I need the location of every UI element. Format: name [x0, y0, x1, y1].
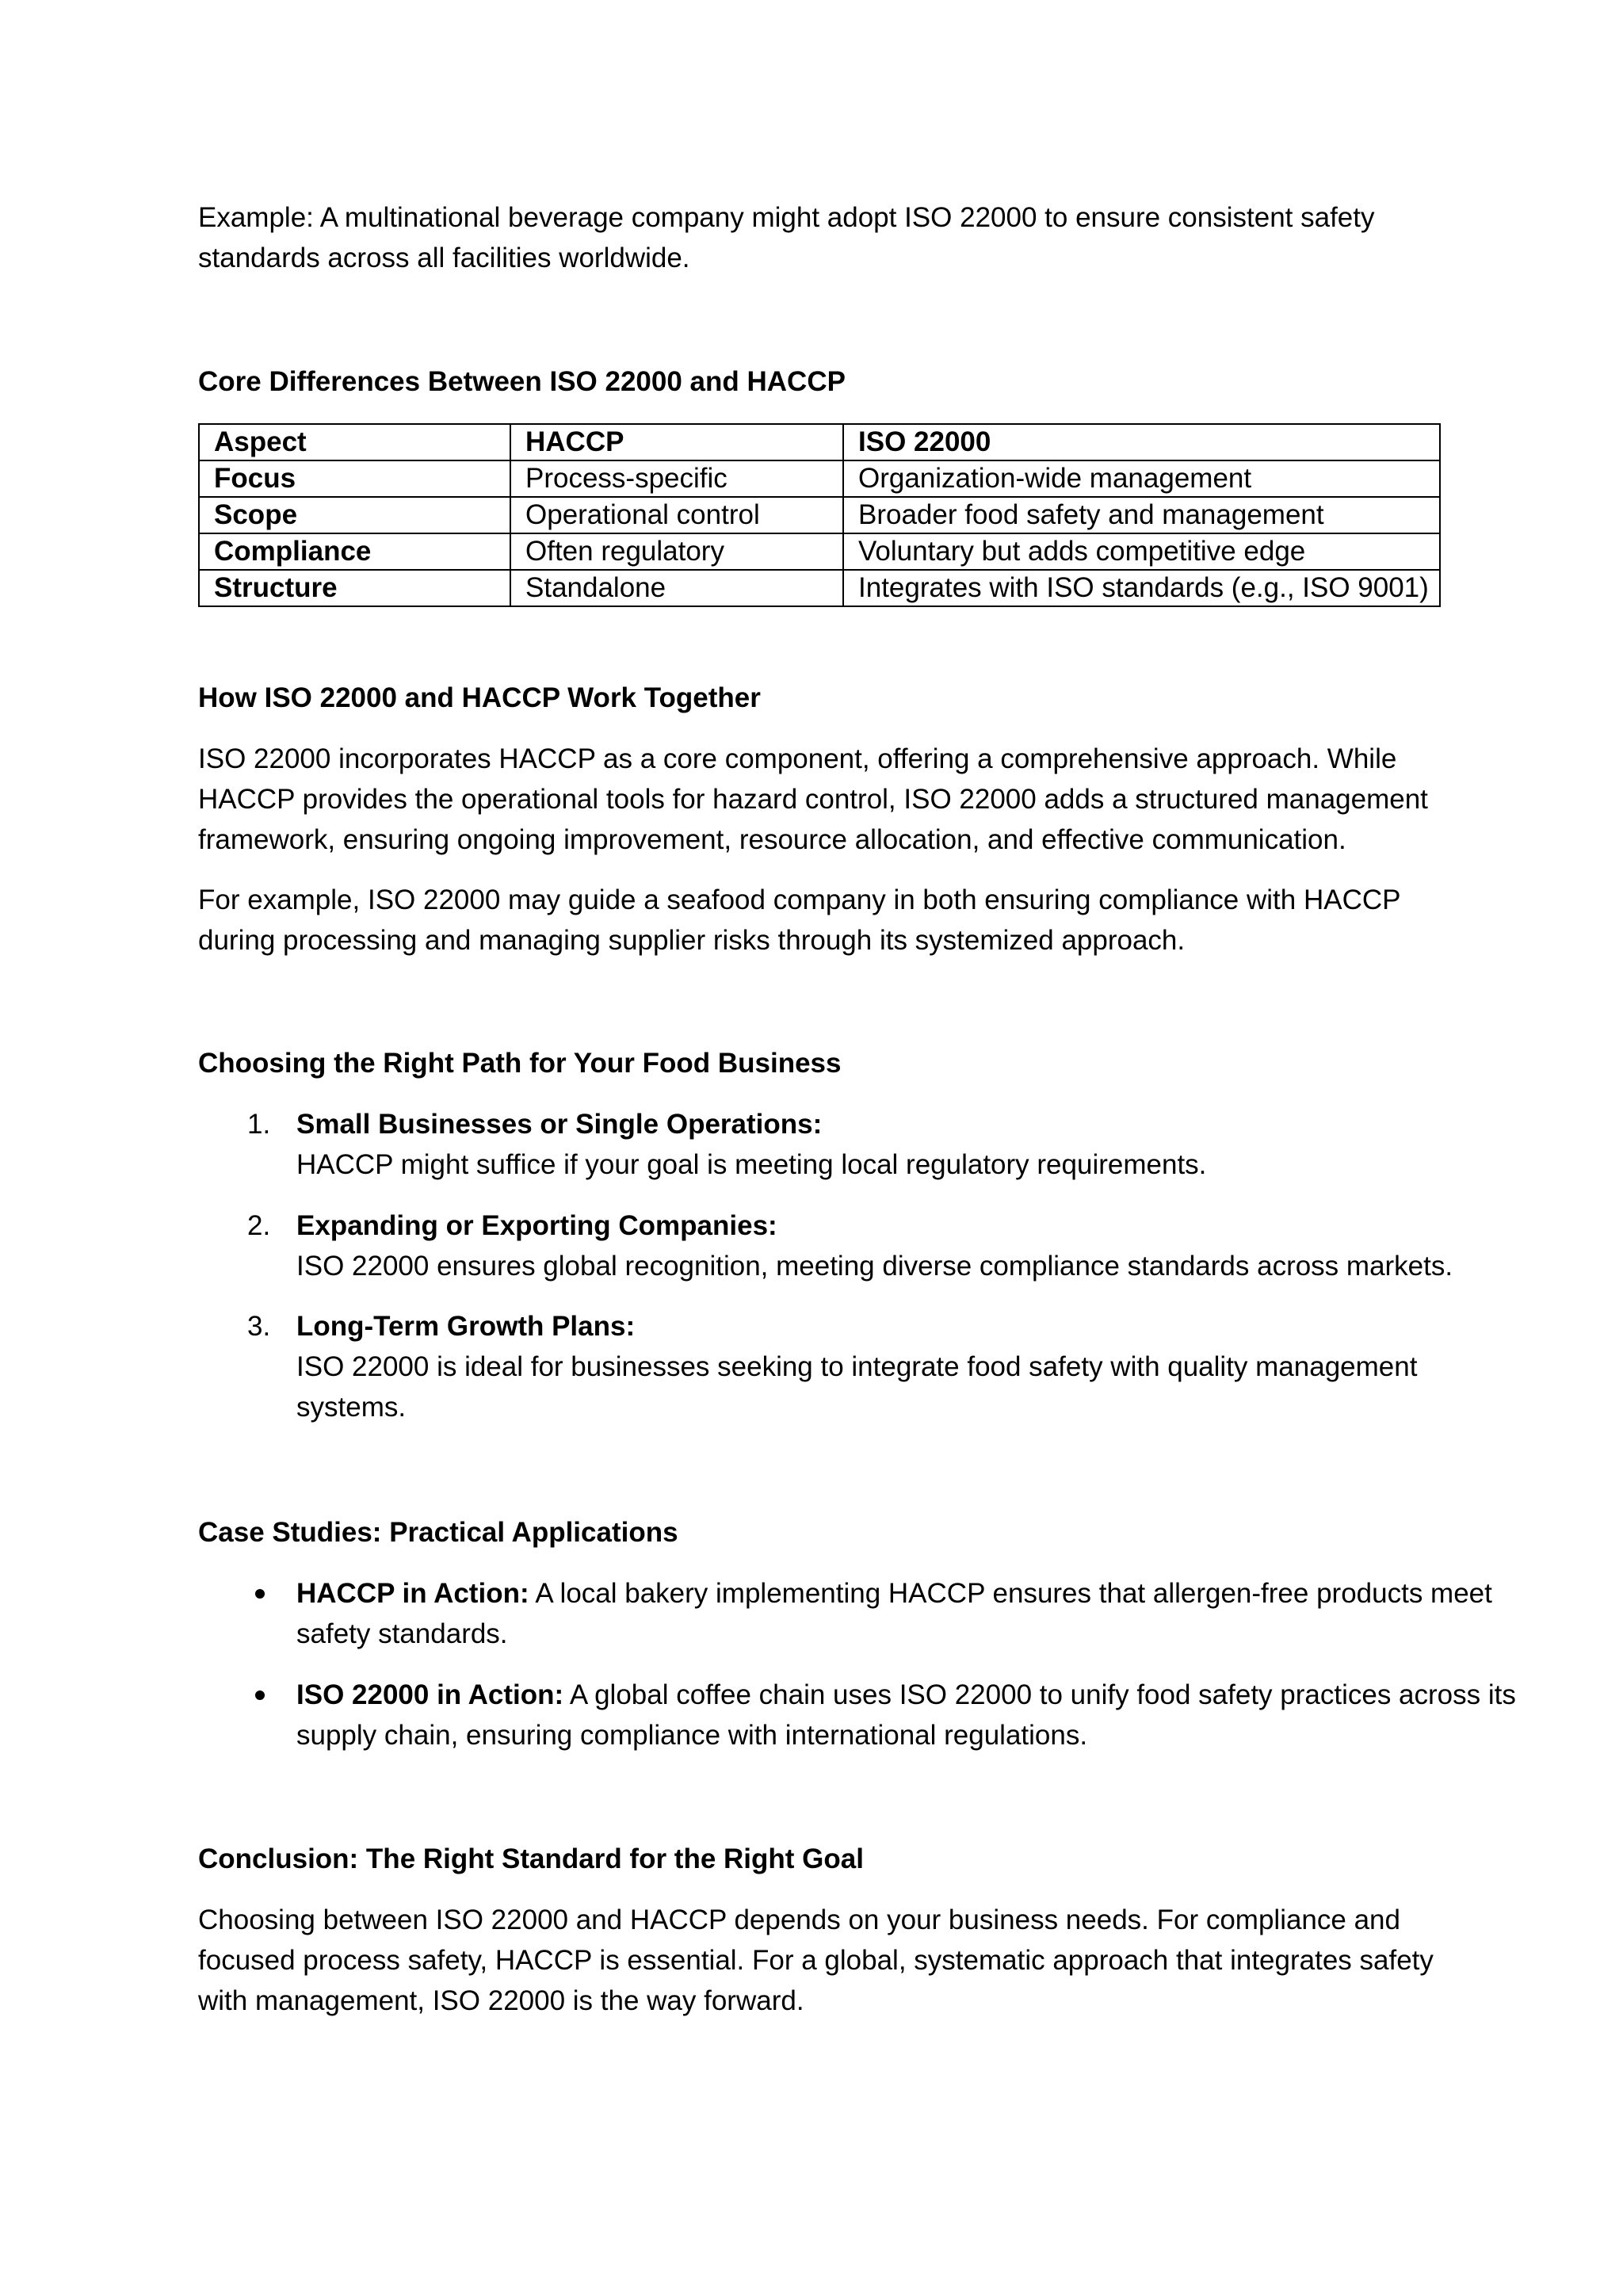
- table-cell: Standalone: [510, 570, 843, 606]
- case-title: ISO 22000 in Action:: [296, 1679, 564, 1710]
- choosing-heading: Choosing the Right Path for Your Food Business: [198, 1048, 842, 1079]
- bullet-icon: [255, 1690, 265, 1700]
- list-item: [198, 1675, 1525, 1755]
- work-together-paragraph-1: ISO 22000 incorporates HACCP as a core component, offering a comprehensive approach. While HACCP provides the operational tools for hazard control, ISO 22000 adds a structured management framework, ensuring ongoing improvement, resource allocation, and effective communication.: [198, 743, 1428, 855]
- list-item-title: Expanding or Exporting Companies:: [296, 1210, 777, 1241]
- intro-paragraph: Example: A multinational beverage company might adopt ISO 22000 to ensure consistent safety standards across all facilities worldwide.: [198, 202, 1375, 273]
- list-item-text: ISO 22000 ensures global recognition, meeting diverse compliance standards across markets.: [296, 1251, 1453, 1282]
- table-cell: Integrates with ISO standards (e.g., ISO 9001): [843, 570, 1440, 606]
- table-cell: Focus: [199, 460, 510, 497]
- list-item-text: HACCP might suffice if your goal is meeting local regulatory requirements.: [296, 1149, 1207, 1180]
- table-cell: Operational control: [510, 497, 843, 533]
- table-cell: Process-specific: [510, 460, 843, 497]
- list-number: 2.: [247, 1210, 271, 1241]
- conclusion-paragraph: Choosing between ISO 22000 and HACCP depends on your business needs. For compliance and focused process safety, HACCP is essential. For a global, systematic approach that integrates safety with management, ISO 22000 is the way forward.: [198, 1904, 1434, 2016]
- list-item-title: Small Businesses or Single Operations:: [296, 1109, 823, 1140]
- case-title: HACCP in Action:: [296, 1578, 529, 1609]
- list-item: [198, 1306, 1549, 1427]
- table-row: [199, 533, 1440, 570]
- list-item-title: Long-Term Growth Plans:: [296, 1311, 636, 1342]
- table-cell: Compliance: [199, 533, 510, 570]
- table-row: [199, 497, 1440, 533]
- table-header-cell: ISO 22000: [843, 424, 1440, 460]
- case-studies-heading: Case Studies: Practical Applications: [198, 1517, 678, 1548]
- list-item: [198, 1205, 1549, 1286]
- list-number: 1.: [247, 1109, 271, 1140]
- comparison-table: [198, 423, 1441, 607]
- table-cell: Scope: [199, 497, 510, 533]
- list-item: [198, 1573, 1525, 1654]
- table-cell: Often regulatory: [510, 533, 843, 570]
- list-item: [198, 1104, 1549, 1185]
- work-together-paragraph-2: For example, ISO 22000 may guide a seafood company in both ensuring compliance with HACCP during processing and managing supplier risks through its systemized approach.: [198, 884, 1400, 956]
- table-cell: Voluntary but adds competitive edge: [843, 533, 1440, 570]
- core-differences-heading: Core Differences Between ISO 22000 and HACCP: [198, 366, 846, 397]
- list-number: 3.: [247, 1311, 271, 1342]
- table-row: [199, 460, 1440, 497]
- table-header-cell: HACCP: [510, 424, 843, 460]
- conclusion-heading: Conclusion: The Right Standard for the Right Goal: [198, 1843, 864, 1874]
- table-header-cell: Aspect: [199, 424, 510, 460]
- case-text: A global coffee chain uses ISO 22000 to unify food safety practices across its supply chain, ensuring compliance with international regulations.: [296, 1679, 1516, 1751]
- table-row: [199, 570, 1440, 606]
- case-text: A local bakery implementing HACCP ensures that allergen-free products meet safety standards.: [296, 1578, 1492, 1649]
- table-cell: Organization-wide management: [843, 460, 1440, 497]
- work-together-heading: How ISO 22000 and HACCP Work Together: [198, 682, 761, 713]
- list-item-text: ISO 22000 is ideal for businesses seeking to integrate food safety with quality management systems.: [296, 1351, 1418, 1423]
- table-header-row: [199, 424, 1440, 460]
- table-cell: Structure: [199, 570, 510, 606]
- table-cell: Broader food safety and management: [843, 497, 1440, 533]
- bullet-icon: [255, 1589, 265, 1599]
